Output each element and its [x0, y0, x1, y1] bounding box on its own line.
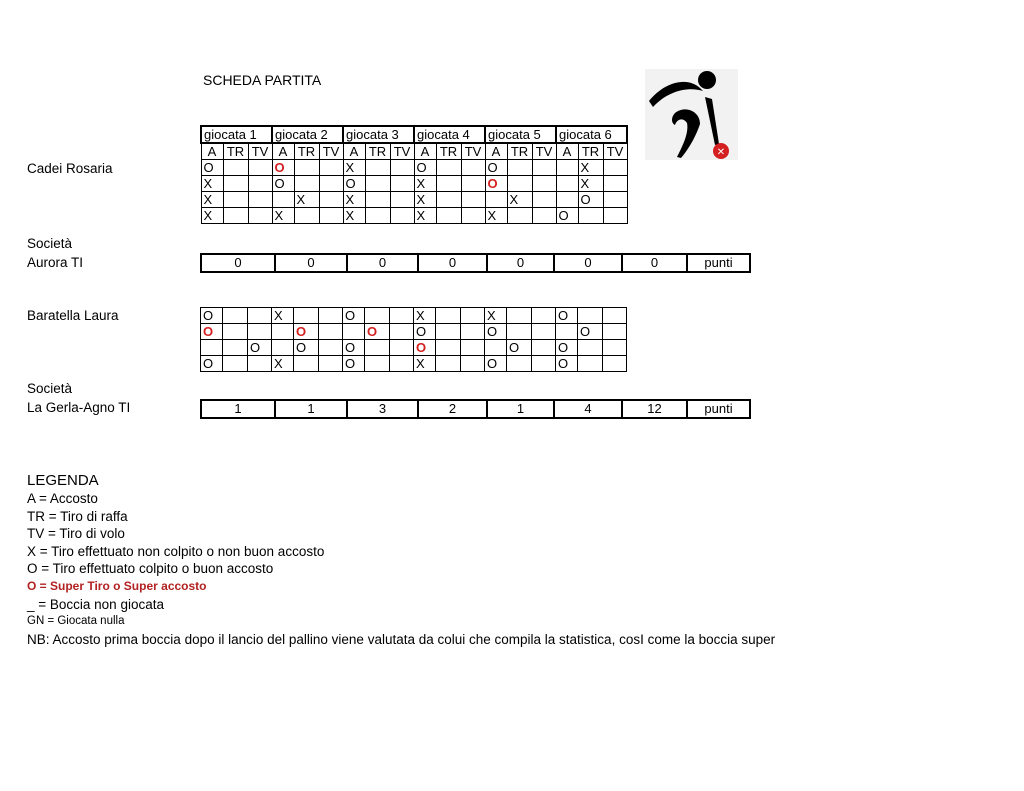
score-cell — [603, 340, 627, 356]
player-1-score-grid — [200, 125, 628, 224]
score-cell: O — [507, 340, 532, 356]
score-cell — [201, 324, 223, 340]
score-cell — [436, 208, 461, 224]
score-cell — [390, 208, 414, 224]
score-cell — [578, 208, 603, 224]
score-cell — [532, 208, 556, 224]
boccia-row — [201, 308, 627, 324]
score-cell — [319, 308, 343, 324]
score-cell — [578, 308, 603, 324]
legend-non-giocata: _ = Boccia non giocata — [27, 596, 164, 612]
player-1-societa: Aurora TI — [27, 255, 84, 270]
points-cell: 0 — [347, 254, 418, 272]
score-cell: X — [272, 308, 294, 324]
boccia-row — [201, 356, 627, 372]
score-cell — [603, 324, 627, 340]
legend — [27, 472, 775, 648]
score-cell — [294, 208, 319, 224]
points-cell: 2 — [418, 400, 487, 418]
score-cell — [365, 356, 390, 372]
bocce-player-icon — [645, 69, 738, 160]
score-cell: X — [414, 192, 436, 208]
score-cell: O — [201, 356, 223, 372]
score-cell — [248, 192, 272, 208]
score-cell: O — [414, 160, 436, 176]
points-cell: 0 — [554, 254, 622, 272]
player-2-name: Baratella Laura — [27, 308, 119, 323]
score-cell — [248, 308, 272, 324]
score-cell — [603, 308, 627, 324]
score-cell — [248, 160, 272, 176]
score-cell — [248, 208, 272, 224]
score-cell — [556, 324, 578, 340]
score-cell — [319, 176, 343, 192]
score-cell — [294, 356, 319, 372]
legend-item: TV = Tiro di volo — [27, 526, 125, 542]
score-cell: X — [272, 356, 294, 372]
score-cell — [390, 356, 414, 372]
score-cell: O — [556, 340, 578, 356]
player-1-societa-label: Società — [27, 236, 73, 251]
score-cell — [319, 192, 343, 208]
score-cell: X — [201, 176, 223, 192]
score-cell — [272, 160, 294, 176]
points-cell: 1 — [275, 400, 347, 418]
legend-item: X = Tiro effettuato non colpito o non buon accosto — [27, 543, 325, 559]
shot-type-header: TR — [578, 143, 603, 160]
score-cell: O — [272, 176, 294, 192]
player-1-points-row — [200, 253, 751, 273]
score-cell — [556, 160, 578, 176]
score-cell — [223, 192, 248, 208]
shot-type-header: TV — [532, 143, 556, 160]
score-cell — [223, 160, 248, 176]
score-cell — [365, 208, 390, 224]
score-cell — [461, 192, 485, 208]
points-cell: 0 — [487, 254, 554, 272]
shot-type-header: TR — [436, 143, 461, 160]
legend-title: LEGENDA — [27, 472, 99, 489]
legend-item: O = Tiro effettuato colpito o buon accosto — [27, 561, 274, 577]
score-cell — [556, 192, 578, 208]
shot-type-header: TR — [294, 143, 319, 160]
score-cell: O — [248, 340, 272, 356]
score-cell — [248, 324, 272, 340]
points-cell: 12 — [622, 400, 687, 418]
giocate-header-row — [201, 126, 627, 143]
super-mark: O — [203, 324, 214, 339]
score-cell: X — [414, 208, 436, 224]
score-cell — [365, 176, 390, 192]
score-cell — [485, 176, 507, 192]
player-2-points-row — [200, 399, 751, 419]
score-cell: X — [201, 208, 223, 224]
giocata-header: giocata 5 — [485, 126, 556, 143]
points-cell: 3 — [347, 400, 418, 418]
score-cell — [365, 324, 390, 340]
score-cell: X — [578, 176, 603, 192]
giocata-header: giocata 1 — [201, 126, 272, 143]
svg-text:✕: ✕ — [716, 147, 726, 158]
score-cell — [319, 324, 343, 340]
score-cell: X — [485, 208, 507, 224]
shot-type-header: TV — [319, 143, 343, 160]
score-cell: X — [578, 160, 603, 176]
score-cell — [507, 160, 532, 176]
score-cell: O — [485, 324, 507, 340]
score-cell — [603, 192, 627, 208]
score-cell — [507, 356, 532, 372]
score-cell — [223, 324, 248, 340]
score-cell — [294, 160, 319, 176]
score-cell — [319, 356, 343, 372]
player-2-score-grid — [200, 307, 627, 372]
shot-type-header: TR — [365, 143, 390, 160]
boccia-row — [201, 208, 627, 224]
score-cell — [507, 176, 532, 192]
score-cell — [532, 176, 556, 192]
score-cell — [223, 356, 248, 372]
score-cell — [223, 176, 248, 192]
score-cell — [365, 160, 390, 176]
score-cell — [365, 192, 390, 208]
score-cell — [556, 176, 578, 192]
punti-label: punti — [687, 254, 750, 272]
score-cell — [578, 340, 603, 356]
score-cell — [461, 340, 485, 356]
super-mark: O — [274, 160, 285, 175]
legend-super: O = Super Tiro o Super accosto — [27, 578, 207, 593]
score-cell — [390, 160, 414, 176]
player-2-societa-label: Società — [27, 381, 73, 396]
score-cell: O — [414, 324, 436, 340]
score-cell — [507, 308, 532, 324]
score-cell: O — [556, 356, 578, 372]
score-cell — [461, 324, 485, 340]
giocata-header: giocata 6 — [556, 126, 627, 143]
score-cell — [294, 324, 319, 340]
score-cell — [532, 308, 556, 324]
score-cell — [390, 308, 414, 324]
player-2-societa: La Gerla-Agno TI — [27, 400, 131, 415]
score-cell — [436, 160, 461, 176]
score-cell — [436, 340, 461, 356]
shot-type-header: A — [201, 143, 223, 160]
score-cell: O — [578, 192, 603, 208]
page-title: SCHEDA PARTITA — [203, 72, 322, 88]
score-cell: O — [485, 160, 507, 176]
score-cell: X — [414, 356, 436, 372]
score-cell — [485, 192, 507, 208]
points-cell: 1 — [487, 400, 554, 418]
score-cell — [532, 160, 556, 176]
score-cell — [294, 308, 319, 324]
score-cell — [603, 160, 627, 176]
score-cell — [436, 192, 461, 208]
score-cell: X — [272, 208, 294, 224]
score-cell — [272, 324, 294, 340]
shot-type-header: TV — [461, 143, 485, 160]
shot-type-header-row — [201, 143, 627, 160]
score-cell — [390, 340, 414, 356]
punti-label: punti — [687, 400, 750, 418]
legend-item: A = Accosto — [27, 491, 98, 506]
score-cell — [603, 176, 627, 192]
super-mark: O — [367, 324, 378, 339]
boccia-row — [201, 192, 627, 208]
score-cell — [365, 308, 390, 324]
score-cell — [603, 356, 627, 372]
score-cell — [461, 356, 485, 372]
score-cell: X — [343, 160, 365, 176]
shot-type-header: A — [343, 143, 365, 160]
points-cell: 0 — [201, 254, 275, 272]
score-cell — [578, 356, 603, 372]
score-cell — [414, 340, 436, 356]
score-cell: X — [485, 308, 507, 324]
boccia-row — [201, 340, 627, 356]
score-cell — [436, 308, 461, 324]
shot-type-header: TV — [603, 143, 627, 160]
score-cell — [532, 324, 556, 340]
score-cell — [603, 208, 627, 224]
score-cell — [343, 324, 365, 340]
giocata-header: giocata 3 — [343, 126, 414, 143]
score-cell: O — [556, 308, 578, 324]
score-cell: X — [414, 176, 436, 192]
legend-item: TR = Tiro di raffa — [27, 508, 128, 524]
score-cell — [365, 340, 390, 356]
score-cell — [390, 324, 414, 340]
score-cell — [532, 340, 556, 356]
score-cell: X — [294, 192, 319, 208]
score-cell — [532, 192, 556, 208]
super-mark: O — [487, 176, 498, 191]
shot-type-header: A — [485, 143, 507, 160]
score-cell — [201, 340, 223, 356]
score-cell: O — [294, 340, 319, 356]
score-cell — [294, 176, 319, 192]
score-cell — [461, 160, 485, 176]
score-cell — [248, 356, 272, 372]
score-cell — [390, 176, 414, 192]
score-cell: X — [414, 308, 436, 324]
score-cell — [319, 208, 343, 224]
score-cell — [223, 208, 248, 224]
score-cell — [436, 324, 461, 340]
legend-gn: GN = Giocata nulla — [27, 615, 125, 628]
points-cell: 0 — [275, 254, 347, 272]
score-cell: O — [343, 340, 365, 356]
boccia-row — [201, 324, 627, 340]
points-cell: 0 — [622, 254, 687, 272]
score-cell — [223, 308, 248, 324]
score-cell — [272, 192, 294, 208]
shot-type-header: A — [272, 143, 294, 160]
score-cell: O — [201, 308, 223, 324]
score-cell — [223, 340, 248, 356]
shot-type-header: A — [556, 143, 578, 160]
boccia-row — [201, 160, 627, 176]
shot-type-header: TR — [223, 143, 248, 160]
score-cell — [436, 176, 461, 192]
score-cell — [319, 340, 343, 356]
giocata-header: giocata 4 — [414, 126, 485, 143]
points-cell: 1 — [201, 400, 275, 418]
score-cell — [461, 208, 485, 224]
player-1-name: Cadei Rosaria — [27, 161, 113, 176]
boccia-row — [201, 176, 627, 192]
score-cell: X — [343, 208, 365, 224]
score-cell: X — [201, 192, 223, 208]
score-cell: X — [507, 192, 532, 208]
score-cell — [248, 176, 272, 192]
shot-type-header: TV — [248, 143, 272, 160]
score-cell: O — [485, 356, 507, 372]
super-mark: O — [416, 340, 427, 355]
score-cell: O — [343, 176, 365, 192]
score-cell — [319, 160, 343, 176]
score-cell — [461, 176, 485, 192]
score-cell: O — [556, 208, 578, 224]
shot-type-header: TV — [390, 143, 414, 160]
score-cell — [507, 324, 532, 340]
score-cell: X — [343, 192, 365, 208]
super-mark: O — [296, 324, 307, 339]
score-cell — [436, 356, 461, 372]
score-cell — [507, 208, 532, 224]
score-cell: O — [578, 324, 603, 340]
score-cell — [390, 192, 414, 208]
shot-type-header: A — [414, 143, 436, 160]
score-cell: O — [201, 160, 223, 176]
score-cell — [461, 308, 485, 324]
points-cell: 0 — [418, 254, 487, 272]
score-cell: O — [343, 308, 365, 324]
legend-nb: NB: Accosto prima boccia dopo il lancio del pallino viene valutata da colui che compila la statistica, cosI come la boccia super — [27, 631, 776, 647]
giocata-header: giocata 2 — [272, 126, 343, 143]
score-cell — [532, 356, 556, 372]
shot-type-header: TR — [507, 143, 532, 160]
score-cell — [485, 340, 507, 356]
points-cell: 4 — [554, 400, 622, 418]
score-cell — [272, 340, 294, 356]
score-cell: O — [343, 356, 365, 372]
